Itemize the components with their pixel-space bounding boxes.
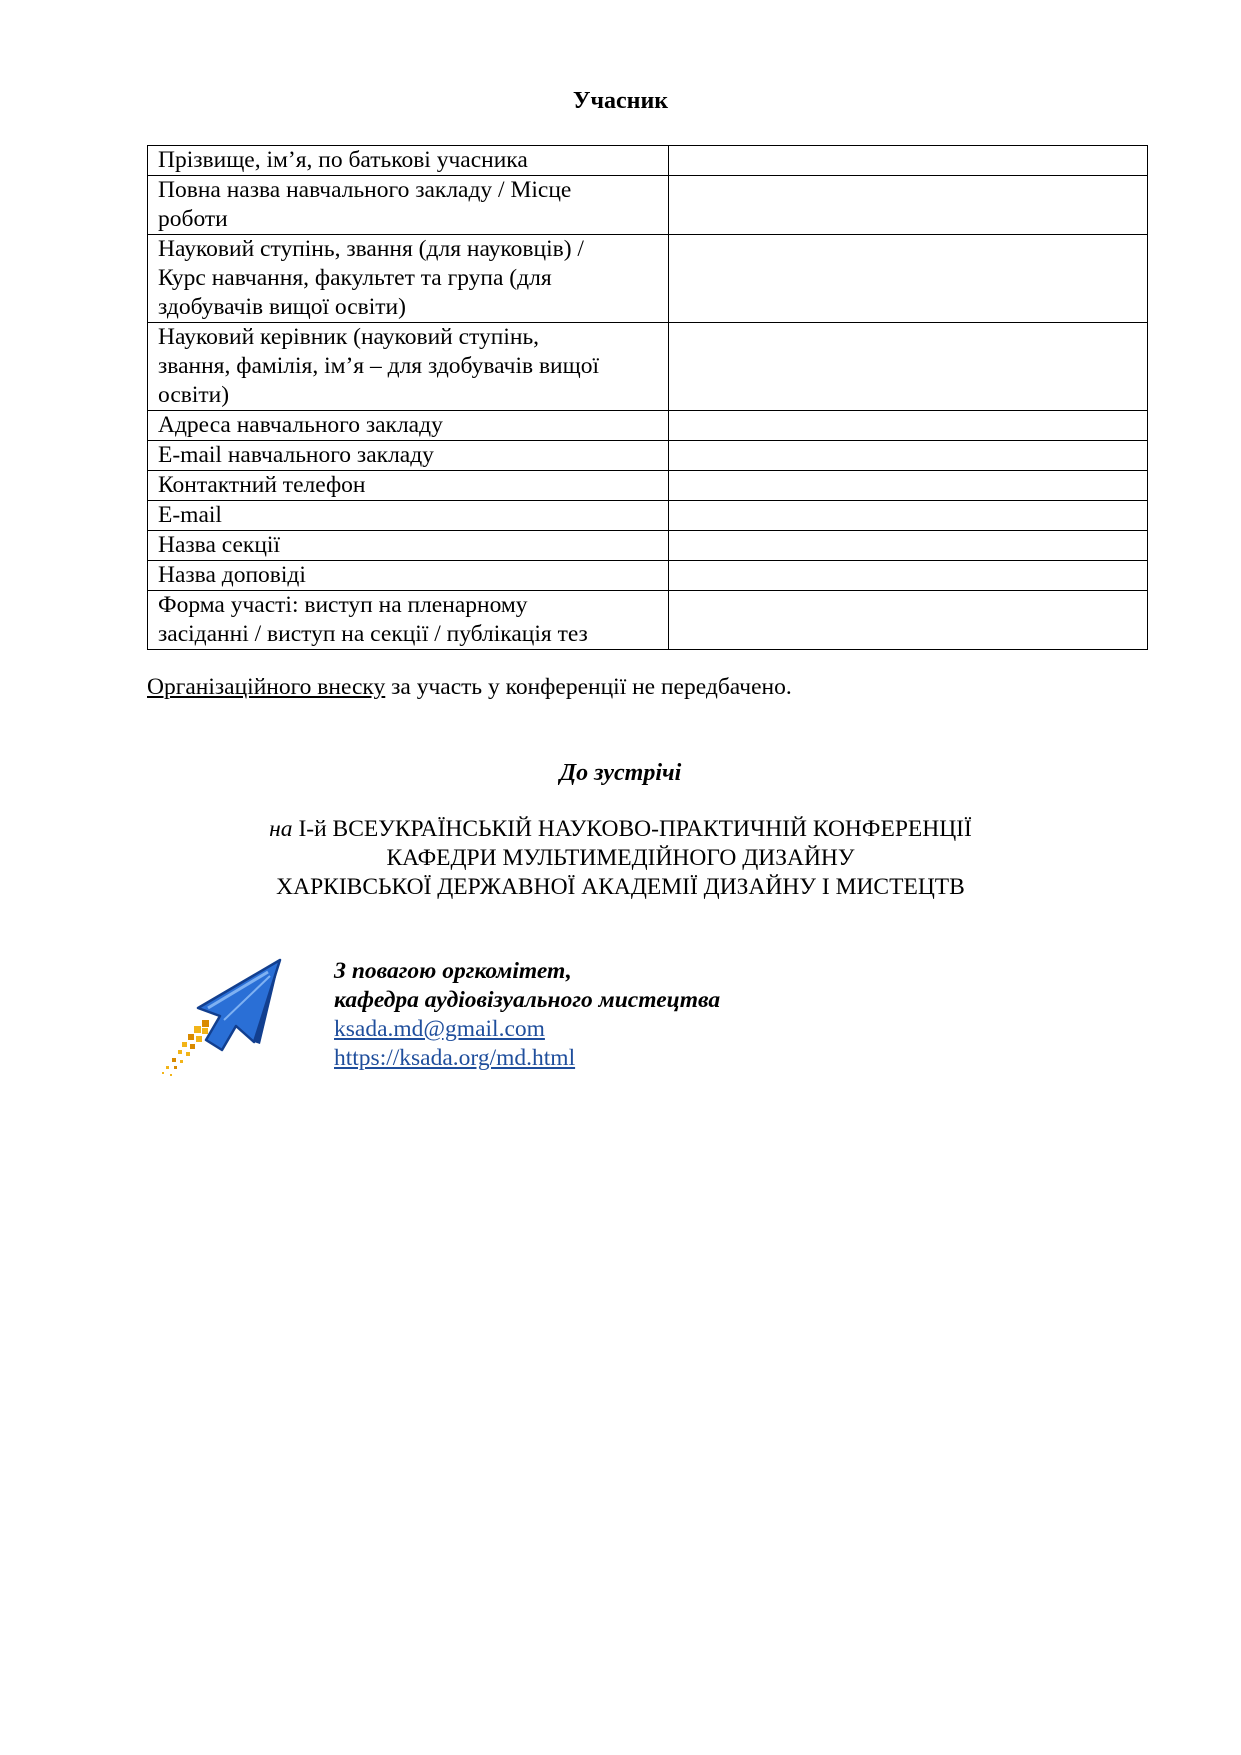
form-row-value[interactable] xyxy=(669,531,1148,561)
closing-greeting: До зустрічі xyxy=(559,760,682,786)
page-title: Учасник xyxy=(572,88,669,114)
form-row-label: Адреса навчального закладу xyxy=(148,411,669,441)
cursor-arrow-rocket-icon xyxy=(158,958,288,1078)
conference-line-1-text: І-й ВСЕУКРАЇНСЬКІЙ НАУКОВО-ПРАКТИЧНІЙ КОНФЕРЕНЦІЇ xyxy=(292,816,972,842)
form-row-value[interactable] xyxy=(669,411,1148,441)
form-row xyxy=(148,561,1148,591)
logo-trail xyxy=(162,1020,209,1076)
form-row xyxy=(148,471,1148,501)
form-row xyxy=(148,591,1148,650)
logo-trail-pixel xyxy=(170,1074,172,1076)
logo-trail-pixel xyxy=(180,1060,183,1063)
conference-line-1 xyxy=(0,815,1241,844)
logo-trail-pixel xyxy=(194,1026,201,1033)
logo-trail-pixel xyxy=(190,1044,195,1049)
logo-trail-pixel xyxy=(166,1066,169,1069)
form-row xyxy=(148,441,1148,471)
form-row-label: E-mail навчального закладу xyxy=(148,441,669,471)
form-row xyxy=(148,323,1148,411)
website-link[interactable]: https://ksada.org/md.html xyxy=(334,1045,576,1071)
email-link[interactable]: ksada.md@gmail.com xyxy=(334,1016,545,1042)
logo-trail-pixel xyxy=(172,1058,176,1062)
logo-trail-pixel xyxy=(202,1028,208,1034)
signature-line-2: кафедра аудіовізуального мистецтва xyxy=(334,987,721,1013)
form-row xyxy=(148,531,1148,561)
form-row-value[interactable] xyxy=(669,501,1148,531)
form-row xyxy=(148,411,1148,441)
form-row xyxy=(148,501,1148,531)
form-row-value[interactable] xyxy=(669,176,1148,235)
form-row-value[interactable] xyxy=(669,235,1148,323)
conference-title xyxy=(0,815,1241,902)
form-row-label: Контактний телефон xyxy=(148,471,669,501)
signature-line-1: З повагою оргкомітет, xyxy=(334,958,572,984)
form-row-label: Науковий керівник (науковий ступінь, звання, фамілія, ім’я – для здобувачів вищої освіти) xyxy=(148,323,669,411)
form-row-value[interactable] xyxy=(669,441,1148,471)
logo-trail-pixel xyxy=(162,1072,164,1074)
form-row-value[interactable] xyxy=(669,471,1148,501)
form-row xyxy=(148,235,1148,323)
logo-trail-pixel xyxy=(178,1050,182,1054)
form-row-label: Прізвище, ім’я, по батькові учасника xyxy=(148,146,669,176)
form-row xyxy=(148,146,1148,176)
logo-trail-pixel xyxy=(202,1020,209,1027)
form-row-label: Повна назва навчального закладу / Місце роботи xyxy=(148,176,669,235)
form-row-label: Форма участі: виступ на пленарному засіданні / виступ на секції / публікація тез xyxy=(148,591,669,650)
form-body xyxy=(148,146,1148,650)
signature-block xyxy=(334,957,720,1073)
fee-note-rest: за участь у конференції не передбачено. xyxy=(385,674,792,700)
logo-trail-pixel xyxy=(186,1052,190,1056)
form-row-value[interactable] xyxy=(669,323,1148,411)
form-row-label: Назва секції xyxy=(148,531,669,561)
logo-trail-pixel xyxy=(174,1066,177,1069)
form-row-label: E-mail xyxy=(148,501,669,531)
logo-trail-pixel xyxy=(188,1034,194,1040)
form-row xyxy=(148,176,1148,235)
form-row-label: Назва доповіді xyxy=(148,561,669,591)
logo-arrow xyxy=(198,960,280,1050)
participant-form-table xyxy=(147,145,1148,650)
fee-note xyxy=(147,672,792,702)
conference-prefix: на xyxy=(269,816,293,842)
form-row-value[interactable] xyxy=(669,146,1148,176)
logo-graphic xyxy=(158,958,288,1078)
conference-line-3: ХАРКІВСЬКОЇ ДЕРЖАВНОЇ АКАДЕМІЇ ДИЗАЙНУ І МИСТЕЦТВ xyxy=(276,874,965,900)
form-row-value[interactable] xyxy=(669,561,1148,591)
form-row-label: Науковий ступінь, звання (для науковців) / Курс навчання, факультет та група (для здобувачів вищої освіти) xyxy=(148,235,669,323)
logo-trail-pixel xyxy=(182,1042,187,1047)
fee-note-underlined: Організаційного внеску xyxy=(147,674,386,700)
conference-line-2: КАФЕДРИ МУЛЬТИМЕДІЙНОГО ДИЗАЙНУ xyxy=(386,845,855,871)
form-row-value[interactable] xyxy=(669,591,1148,650)
logo-trail-pixel xyxy=(196,1036,202,1042)
